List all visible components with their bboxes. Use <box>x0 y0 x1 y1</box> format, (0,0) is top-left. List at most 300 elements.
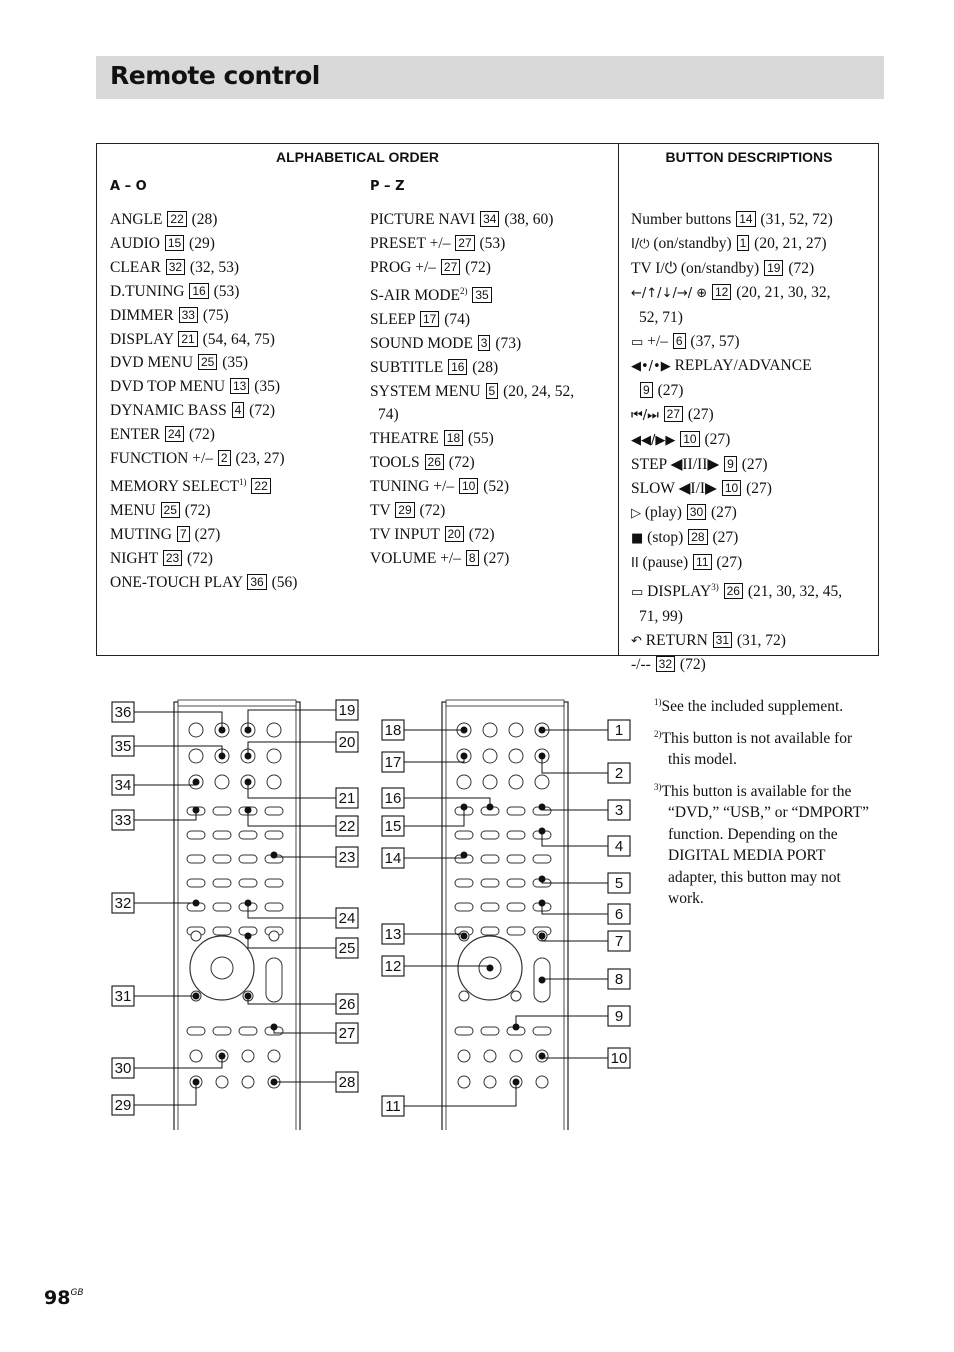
callout-dot <box>539 977 546 984</box>
index-entry <box>370 280 610 308</box>
page-refs: (29) <box>189 234 215 252</box>
remote-top-edge <box>178 700 296 706</box>
callout-dot <box>193 807 200 814</box>
remote-body <box>174 702 300 1130</box>
index-entry <box>631 551 873 576</box>
callout-number: 2 <box>614 765 624 782</box>
page-refs: (56) <box>271 573 298 591</box>
callout-dot <box>461 727 468 734</box>
page-refs: (27) <box>657 382 684 400</box>
remote-round-button <box>215 775 229 789</box>
remote-oval-button <box>455 831 473 839</box>
reference-number: 18 <box>444 430 463 446</box>
entry-name: TV <box>370 502 391 520</box>
callout-dot <box>461 804 468 811</box>
index-entry <box>370 380 610 428</box>
page-refs: (21, 30, 32, 45, <box>747 582 843 600</box>
entry-name: DIMMER <box>110 306 174 324</box>
reference-number: 30 <box>687 504 706 520</box>
page-refs: (27) <box>712 528 739 546</box>
button-symbol: ◀•/•▶ <box>631 359 671 375</box>
remote-oval-button <box>213 831 231 839</box>
remote-oval-button <box>507 927 525 935</box>
remote-oval-button <box>507 903 525 911</box>
callout-dot <box>245 727 252 734</box>
callout-number: 7 <box>614 933 624 950</box>
entry-name: MEMORY SELECT <box>110 478 240 496</box>
remote-round-button <box>535 775 549 789</box>
callout-dot <box>219 753 226 760</box>
button-symbol: ←/↑/↓/→/ ⊕ <box>631 285 708 301</box>
callout-dot <box>539 828 546 835</box>
entry-name: ENTER <box>110 426 160 444</box>
callout-number: 31 <box>114 988 132 1005</box>
remote-oval-button <box>213 903 231 911</box>
remote-oval-button <box>265 831 283 839</box>
page-refs: (75) <box>202 306 229 324</box>
alphabetical-header: ALPHABETICAL ORDER <box>275 149 440 165</box>
remote-small-button <box>459 991 469 1001</box>
footnote-mark: 1) <box>239 476 247 487</box>
remote-oval-button <box>481 855 499 863</box>
entry-name: (play) <box>644 503 682 521</box>
index-entry <box>370 523 610 547</box>
page-refs: (72) <box>184 502 211 520</box>
page-refs: (27) <box>687 406 714 424</box>
callout-number: 4 <box>614 838 624 855</box>
callout-dot <box>245 933 252 940</box>
entry-name: FUNCTION +/– <box>110 450 214 468</box>
remote-oval-button <box>265 903 283 911</box>
index-table <box>96 143 879 674</box>
reference-number: 26 <box>425 454 444 470</box>
callout-number: 23 <box>338 849 356 866</box>
index-entry <box>370 475 610 499</box>
index-entry <box>110 375 360 399</box>
callout-dot <box>539 900 546 907</box>
index-entry <box>631 576 873 629</box>
entry-name: SLOW ◀I/I▶ <box>631 479 717 497</box>
index-entry <box>110 232 360 256</box>
remote-small-button <box>511 991 521 1001</box>
remote-round-button <box>483 723 497 737</box>
remote-transport-button <box>510 1050 522 1062</box>
index-entry <box>110 328 360 352</box>
callout-number: 3 <box>614 802 624 819</box>
index-entry <box>631 208 873 232</box>
reference-number: 21 <box>178 331 197 347</box>
page-refs: (38, 60) <box>504 211 554 228</box>
callout-number: 6 <box>614 906 624 923</box>
entry-name: SLEEP <box>370 310 416 328</box>
index-entry <box>110 499 360 523</box>
reference-number: 16 <box>189 283 208 299</box>
button-symbol: ▭ <box>631 584 644 600</box>
callout-number: 34 <box>114 777 132 794</box>
callout-number: 24 <box>338 910 356 927</box>
page-refs: (31, 52, 72) <box>760 211 833 228</box>
remote-round-button <box>267 749 281 763</box>
callout-number: 28 <box>338 1074 356 1091</box>
entry-name: ANGLE <box>110 211 163 228</box>
callout-dot <box>271 1024 278 1031</box>
index-entry <box>631 354 873 403</box>
reference-number: 3 <box>478 335 491 351</box>
callout-number: 26 <box>338 996 356 1013</box>
reference-number: 16 <box>448 359 467 375</box>
entry-name: RETURN <box>645 631 708 649</box>
callout-number: 9 <box>614 1008 624 1025</box>
entry-name: MENU <box>110 502 156 520</box>
remote-oval-button <box>187 831 205 839</box>
reference-number: 1 <box>737 235 750 251</box>
page-refs: (53) <box>479 234 506 252</box>
index-entry <box>110 471 360 499</box>
callout-number: 29 <box>114 1097 132 1114</box>
index-entry <box>631 281 873 330</box>
page-refs: (72) <box>419 502 446 520</box>
reference-number: 23 <box>163 550 182 566</box>
callout-number: 30 <box>114 1060 132 1077</box>
page-refs: (28) <box>472 358 499 376</box>
remote-small-button <box>191 931 201 941</box>
remote-oval-button <box>455 879 473 887</box>
remote-round-button <box>457 775 471 789</box>
index-entry <box>110 523 360 547</box>
index-entry <box>370 356 610 380</box>
callout-dot <box>461 852 468 859</box>
page-refs: (73) <box>495 334 522 352</box>
index-entry <box>110 399 360 423</box>
reference-number: 32 <box>166 259 185 275</box>
remote-transport-button <box>239 1027 257 1035</box>
remote-round-button <box>189 723 203 737</box>
entry-name: TV I/⏻ (on/standby) <box>631 259 760 277</box>
entry-name: D.TUNING <box>110 282 185 300</box>
page-refs: (28) <box>191 211 218 228</box>
reference-number: 28 <box>688 529 707 545</box>
callout-dot <box>539 933 546 940</box>
reference-number: 17 <box>420 311 439 327</box>
index-entry <box>110 423 360 447</box>
callout-number: 19 <box>338 702 356 719</box>
remote-oval-button <box>265 879 283 887</box>
title-band <box>96 56 884 99</box>
reference-number: 9 <box>640 382 653 398</box>
callout-dot <box>245 807 252 814</box>
callout-number: 10 <box>610 1050 628 1067</box>
callout-dot <box>245 753 252 760</box>
remote-oval-button <box>507 855 525 863</box>
page-refs: (53) <box>213 282 240 300</box>
reference-number: 10 <box>459 478 478 494</box>
entry-name: CLEAR <box>110 258 161 276</box>
entry-name: DISPLAY <box>110 330 174 348</box>
entry-name: PROG +/– <box>370 258 437 276</box>
callout-dot <box>487 804 494 811</box>
remote-round-button <box>509 749 523 763</box>
callout-number: 33 <box>114 812 132 829</box>
page-refs: (35) <box>222 354 249 372</box>
callout-number: 8 <box>614 971 624 988</box>
callout-dot <box>539 727 546 734</box>
reference-number: 8 <box>466 550 479 566</box>
page-refs: (72) <box>465 258 491 276</box>
page-refs: (27) <box>741 456 768 474</box>
callout-number: 17 <box>384 754 402 771</box>
entry-name: -/-- <box>631 656 651 674</box>
remote-top-edge <box>446 700 564 706</box>
remote-transport-button <box>484 1050 496 1062</box>
table-divider <box>618 144 619 655</box>
remote-oval-button <box>239 855 257 863</box>
remote-round-button <box>267 775 281 789</box>
callout-number: 27 <box>338 1025 356 1042</box>
page-refs: (27) <box>194 525 221 543</box>
entry-continuation: 71, 99) <box>639 607 683 625</box>
entry-name: DYNAMIC BASS <box>110 402 227 420</box>
index-entry <box>370 547 610 571</box>
callout-dot <box>219 727 226 734</box>
callout-dot <box>461 933 468 940</box>
remote-small-button <box>269 931 279 941</box>
remote-transport-button <box>242 1050 254 1062</box>
remote-oval-button <box>507 807 525 815</box>
callout-dot <box>539 876 546 883</box>
reference-number: 6 <box>673 333 686 349</box>
callout-number: 21 <box>338 790 356 807</box>
remote-oval-button <box>507 831 525 839</box>
index-column-p-z <box>370 208 610 571</box>
reference-number: 22 <box>251 478 270 494</box>
remote-round-button <box>483 749 497 763</box>
index-entry <box>110 447 360 471</box>
footnotes <box>654 692 876 916</box>
entry-name: DVD TOP MENU <box>110 378 226 396</box>
entry-name: SYSTEM MENU <box>370 382 481 400</box>
button-symbol: I/⏻ <box>631 236 650 252</box>
remote-transport-button <box>455 1027 473 1035</box>
entry-name: NIGHT <box>110 549 158 567</box>
remote-round-button <box>189 749 203 763</box>
remote-oval-button <box>213 927 231 935</box>
index-entry <box>370 451 610 475</box>
callout-dot <box>487 965 494 972</box>
button-symbol: ■ <box>631 530 644 546</box>
button-symbol: ⏮/⏭ <box>631 408 659 424</box>
entry-name: S-AIR MODE <box>370 286 460 304</box>
callout-dot <box>193 900 200 907</box>
remote-oval-button <box>187 879 205 887</box>
entry-name: TUNING +/– <box>370 478 455 496</box>
callout-number: 16 <box>384 790 402 807</box>
remote-oval-button <box>213 855 231 863</box>
remote-oval-button <box>213 879 231 887</box>
entry-name: DISPLAY <box>647 582 712 600</box>
remote-oval-button <box>187 855 205 863</box>
page-refs: (54, 64, 75) <box>202 330 275 348</box>
index-entry <box>631 653 873 677</box>
callout-number: 36 <box>114 704 132 721</box>
remote-oval-button <box>481 927 499 935</box>
callout-number: 35 <box>114 738 132 755</box>
entry-name: DVD MENU <box>110 354 194 372</box>
reference-number: 10 <box>680 431 699 447</box>
reference-number: 9 <box>724 456 737 472</box>
remote-transport-button <box>458 1076 470 1088</box>
entry-name: TV INPUT <box>370 525 440 543</box>
reference-number: 2 <box>218 450 231 466</box>
reference-number: 19 <box>764 260 783 276</box>
entry-name: THEATRE <box>370 430 439 448</box>
callout-dot <box>539 753 546 760</box>
reference-number: 15 <box>165 235 184 251</box>
reference-number: 36 <box>247 574 266 590</box>
page-refs: (27) <box>711 503 737 521</box>
footnote: $^{1)}$See the included supplement. <box>654 697 844 715</box>
index-entry <box>110 547 360 571</box>
button-symbol: ↶ <box>631 633 642 649</box>
callout-dot <box>539 804 546 811</box>
button-symbol: II <box>631 555 639 571</box>
callout-number: 32 <box>114 895 132 912</box>
index-column-a-o <box>110 208 360 595</box>
remote-oval-button <box>507 879 525 887</box>
callout-dot <box>513 1024 520 1031</box>
index-entry <box>631 501 873 526</box>
entry-name: STEP ◀II/II▶ <box>631 456 720 474</box>
callout-dot <box>245 993 252 1000</box>
index-entry <box>631 403 873 428</box>
reference-number: 31 <box>713 632 732 648</box>
index-entry <box>110 280 360 304</box>
page-refs: (72) <box>187 549 213 567</box>
entry-name: SOUND MODE <box>370 334 473 352</box>
reference-number: 25 <box>198 354 217 370</box>
callout-number: 12 <box>384 958 402 975</box>
entry-name: PICTURE NAVI <box>370 211 476 228</box>
index-entry <box>631 257 873 281</box>
entry-name: AUDIO <box>110 234 160 252</box>
page-refs: (72) <box>189 426 215 444</box>
remote-oval-button <box>239 831 257 839</box>
callout-dot <box>461 753 468 760</box>
reference-number: 35 <box>472 287 491 303</box>
remote-oval-button <box>265 807 283 815</box>
callout-number: 20 <box>338 734 356 751</box>
button-descriptions-column <box>631 208 873 677</box>
remote-enter-button <box>211 957 233 979</box>
entry-continuation <box>631 382 683 399</box>
index-entry <box>631 477 873 501</box>
remote-transport-button <box>458 1050 470 1062</box>
remote-transport-button <box>213 1027 231 1035</box>
callout-dot <box>245 779 252 786</box>
index-entry <box>631 453 873 477</box>
index-entry <box>631 330 873 355</box>
remote-body <box>442 702 568 1130</box>
remote-transport-button <box>481 1027 499 1035</box>
reference-number: 26 <box>724 583 743 599</box>
remote-oval-button <box>481 879 499 887</box>
page-refs: (23, 27) <box>235 450 285 468</box>
page-refs: (72) <box>249 402 275 420</box>
index-entry <box>110 304 360 328</box>
remote-round-button <box>267 723 281 737</box>
entry-name: TOOLS <box>370 454 420 472</box>
reference-number: 24 <box>165 426 184 442</box>
page-refs: (55) <box>468 430 494 448</box>
index-entry <box>631 428 873 453</box>
page-refs: (27) <box>483 549 510 567</box>
callout-number: 15 <box>384 818 402 835</box>
remote-transport-button <box>268 1050 280 1062</box>
callout-number: 18 <box>384 722 402 739</box>
page-refs: (20, 21, 27) <box>754 234 827 252</box>
remote-transport-button <box>484 1076 496 1088</box>
callout-dot <box>513 1079 520 1086</box>
page-refs: (35) <box>254 378 281 396</box>
entry-name: PRESET +/– <box>370 234 451 252</box>
remote-round-button <box>483 775 497 789</box>
page-refs: (74) <box>444 310 471 328</box>
index-entry <box>110 571 360 595</box>
entry-continuation: 74) <box>378 406 399 424</box>
page-refs: (32, 53) <box>189 258 239 276</box>
reference-number: 12 <box>712 284 731 300</box>
remote-oval-button <box>481 903 499 911</box>
callout-dot <box>539 1053 546 1060</box>
range-p-z: P – Z <box>370 179 405 194</box>
footnote: $^{3)}$This button is available for the “DVD,” “USB,” or “DMPORT” function. Depending on the DIGITAL MEDIA PORT adapter, this button may not work. <box>654 781 869 907</box>
reference-number: 7 <box>177 526 190 542</box>
remote-rocker <box>266 958 282 1002</box>
button-symbol: ◀◀/▶▶ <box>631 433 676 449</box>
page-refs: (37, 57) <box>690 332 740 350</box>
range-a-o: A – O <box>110 179 147 194</box>
entry-name: ONE-TOUCH PLAY <box>110 573 243 591</box>
callout-dot <box>271 852 278 859</box>
entry-continuation: 52, 71) <box>639 308 683 326</box>
index-entry <box>110 351 360 375</box>
remote-transport-button <box>536 1076 548 1088</box>
remote-round-button <box>509 723 523 737</box>
callout-dot <box>245 900 252 907</box>
reference-number: 34 <box>480 211 499 227</box>
reference-number: 10 <box>722 480 741 496</box>
callout-dot <box>271 1079 278 1086</box>
entry-name: VOLUME +/– <box>370 549 461 567</box>
remote-round-button <box>509 775 523 789</box>
page-refs: (27) <box>746 479 772 497</box>
index-entry <box>370 499 610 523</box>
entry-name: SUBTITLE <box>370 358 444 376</box>
page-refs: (72) <box>788 259 815 277</box>
page-refs: (72) <box>468 525 495 543</box>
callout-number: 25 <box>338 940 356 957</box>
remote-oval-button <box>481 831 499 839</box>
index-entry <box>370 232 610 256</box>
remote-oval-button <box>533 855 551 863</box>
remote-oval-button <box>239 879 257 887</box>
callout-number: 11 <box>385 1098 401 1115</box>
remote-transport-button <box>533 1027 551 1035</box>
callout-number: 13 <box>384 926 402 943</box>
page-refs: (20, 24, 52, <box>503 382 575 400</box>
button-symbol: ▷ <box>631 505 641 521</box>
reference-number: 20 <box>445 526 464 542</box>
index-entry <box>631 526 873 551</box>
